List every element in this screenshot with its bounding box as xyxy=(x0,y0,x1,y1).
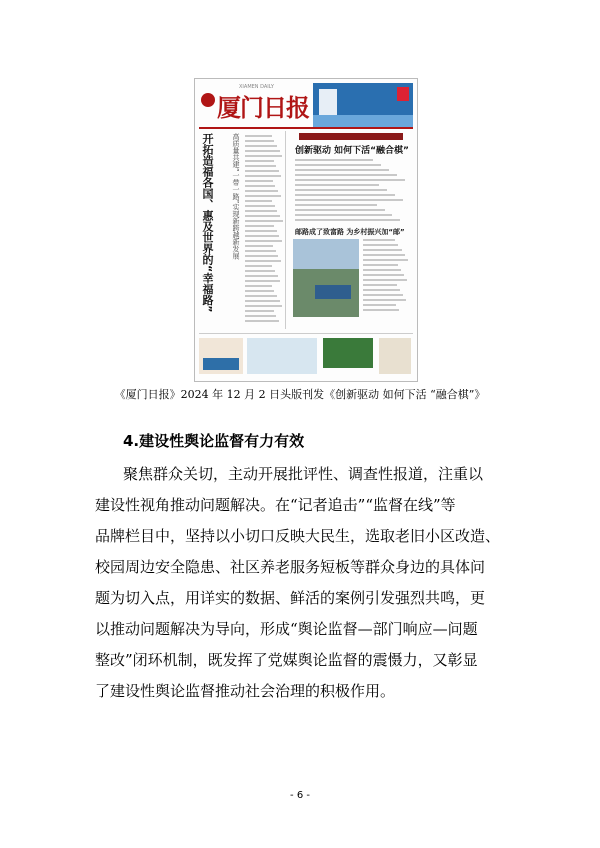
text-line xyxy=(363,289,400,291)
body-line: 以推动问题解决为导向，形成“舆论监督—部门响应—问题 xyxy=(95,620,478,638)
text-line xyxy=(295,159,373,161)
left-column xyxy=(199,131,286,329)
text-line xyxy=(245,270,275,272)
text-line xyxy=(245,235,279,237)
text-line xyxy=(245,305,282,307)
text-line xyxy=(245,180,273,182)
section-banner xyxy=(299,133,403,140)
text-line xyxy=(245,215,280,217)
text-line xyxy=(363,299,406,301)
text-line xyxy=(245,320,279,322)
text-line xyxy=(245,285,272,287)
text-line xyxy=(245,255,278,257)
text-line xyxy=(245,310,274,312)
text-line xyxy=(245,250,276,252)
text-line xyxy=(245,200,272,202)
article-text-lines xyxy=(245,135,283,325)
text-line xyxy=(245,210,277,212)
divider xyxy=(199,127,413,129)
masthead-english: XIAMEN DAILY xyxy=(239,84,274,90)
body-line: 了建设性舆论监督推动社会治理的积极作用。 xyxy=(95,682,396,700)
image-caption: 《厦门日报》2024 年 12 月 2 日头版刊发《创新驱动 如何下活 “融合棋”》 xyxy=(114,388,486,401)
text-line xyxy=(295,219,400,221)
text-line xyxy=(363,264,398,266)
body-line: 整改”闭环机制，既发挥了党媒舆论监督的震慑力，又彰显 xyxy=(95,651,478,669)
text-line xyxy=(245,160,274,162)
body-line: 品牌栏目中，坚持以小切口反映大民生，选取老旧小区改造、 xyxy=(95,527,501,545)
masthead-logo: 厦门日报 xyxy=(217,93,309,122)
text-line xyxy=(245,260,281,262)
body-line: 聚焦群众关切，主动开展批评性、调查性报道，注重以 xyxy=(123,465,484,483)
text-line xyxy=(363,309,399,311)
text-line xyxy=(245,245,273,247)
body-line: 建设性视角推动问题解决。在“记者追击”“监督在线”等 xyxy=(95,496,456,514)
text-line xyxy=(245,170,279,172)
section-heading: 4.建设性舆论监督有力有效 xyxy=(123,432,305,450)
article-text-lines xyxy=(295,159,407,224)
text-line xyxy=(245,275,278,277)
text-line xyxy=(245,150,280,152)
text-line xyxy=(245,135,272,137)
text-line xyxy=(363,279,407,281)
text-line xyxy=(295,209,385,211)
left-headline: 开拓造福各国、惠及世界的“幸福路” xyxy=(201,133,214,313)
text-line xyxy=(295,189,387,191)
article-text-lines xyxy=(363,239,409,314)
text-line xyxy=(245,265,272,267)
photo-headline: 邮路成了致富路 为乡村振兴加“邮” xyxy=(295,228,405,236)
newspaper-front-page-image xyxy=(194,78,418,382)
text-line xyxy=(363,259,408,261)
body-line: 题为切入点，用详实的数据、鲜活的案例引发强烈共鸣，更 xyxy=(95,589,486,607)
text-line xyxy=(363,254,405,256)
text-line xyxy=(245,140,274,142)
text-line xyxy=(363,294,403,296)
text-line xyxy=(245,175,281,177)
masthead xyxy=(199,83,317,121)
text-line xyxy=(245,185,275,187)
text-line xyxy=(245,220,283,222)
left-subhead: 高质量共建“一带一路”实现新跨越新发展 xyxy=(232,133,240,260)
text-line xyxy=(295,179,405,181)
text-line xyxy=(245,240,282,242)
bottom-strip xyxy=(199,333,413,378)
text-line xyxy=(245,165,276,167)
advertisement-image xyxy=(313,83,413,127)
main-headline: 创新驱动 如何下活“融合棋” xyxy=(295,146,409,156)
body-line: 校园周边安全隐患、社区养老服务短板等群众身边的具体问 xyxy=(95,558,486,576)
text-line xyxy=(295,174,397,176)
text-line xyxy=(245,225,274,227)
text-line xyxy=(245,295,277,297)
text-line xyxy=(363,269,401,271)
text-line xyxy=(295,169,389,171)
text-line xyxy=(295,194,395,196)
text-line xyxy=(245,195,281,197)
seal-icon xyxy=(201,93,215,107)
text-line xyxy=(295,199,403,201)
text-line xyxy=(245,190,278,192)
text-line xyxy=(245,315,276,317)
text-line xyxy=(363,304,396,306)
text-line xyxy=(245,280,280,282)
text-line xyxy=(245,230,277,232)
news-photo xyxy=(293,239,359,317)
text-line xyxy=(295,214,392,216)
text-line xyxy=(245,205,275,207)
text-line xyxy=(245,300,280,302)
text-line xyxy=(245,290,274,292)
text-line xyxy=(363,284,397,286)
text-line xyxy=(363,244,398,246)
text-line xyxy=(295,164,381,166)
right-column xyxy=(289,131,413,329)
text-line xyxy=(363,249,402,251)
page-number: - 6 - xyxy=(290,790,310,801)
text-line xyxy=(295,204,377,206)
text-line xyxy=(363,274,404,276)
text-line xyxy=(245,155,282,157)
text-line xyxy=(295,184,379,186)
text-line xyxy=(363,239,395,241)
text-line xyxy=(245,145,277,147)
